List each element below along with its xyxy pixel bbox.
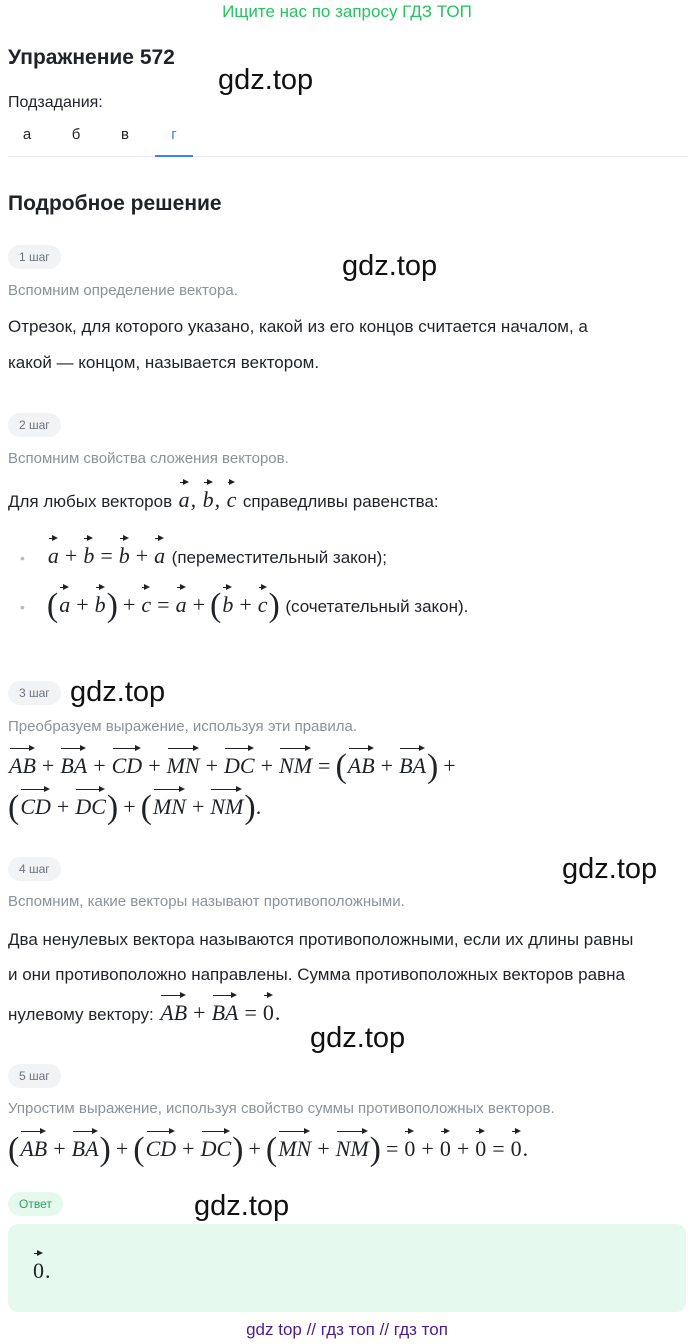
tab-b[interactable]: б [71, 126, 81, 143]
watermark: gdz.top [194, 1190, 290, 1222]
step-5-formula: (AB + BA) + (CD + DC) + (MN + NM) = 0 + 0 + 0 = 0. [8, 1128, 528, 1163]
watermark: gdz.top [310, 1022, 406, 1054]
step-2-text-after: справедливы равенства: [242, 492, 439, 511]
tab-v[interactable]: в [121, 126, 129, 143]
step-4-hint: Вспомним, какие векторы называют противоположными. [8, 893, 405, 910]
step-1-text-line-1: Отрезок, для которого указано, какой из его концов считается началом, а [8, 317, 588, 336]
subtask-tabs [8, 118, 688, 157]
footer-links[interactable]: gdz top // гдз топ // гдз топ [246, 1320, 448, 1339]
solution-title: Подробное решение [8, 192, 222, 215]
step-2-badge: 2 шаг [8, 413, 61, 437]
step-4-text-line-2: и они противоположно направлены. Сумма противоположных векторов равна [8, 965, 625, 984]
step-2-text-before: Для любых векторов [8, 492, 173, 511]
law-associative-label: (сочетательный закон). [285, 597, 469, 616]
step-4-text-tail: нулевому вектору: [8, 1005, 154, 1024]
promo-banner[interactable]: Ищите нас по запросу ГДЗ ТОП [222, 2, 472, 21]
step-3-hint: Преобразуем выражение, используя эти правила. [8, 718, 357, 735]
step-3-badge: 3 шаг [8, 681, 61, 705]
step-2-text: Для любых векторов a, b, c справедливы равенства: [8, 479, 439, 515]
step-4-text-line-1: Два ненулевых вектора называются противоположными, если их длины равны [8, 930, 634, 949]
step-1-text-line-2: какой — концом, называется вектором. [8, 353, 320, 372]
tab-a[interactable]: а [22, 126, 32, 143]
tab-g[interactable]: г [155, 126, 193, 157]
step-3-formula-line-1: AB + BA + CD + MN + DC + NM = (AB + BA) + [8, 745, 461, 780]
answer-badge: Ответ [8, 1192, 63, 1216]
step-2-hint: Вспомним свойства сложения векторов. [8, 450, 289, 467]
step-1-badge: 1 шаг [8, 245, 61, 269]
watermark: gdz.top [70, 676, 166, 708]
watermark: gdz.top [218, 64, 314, 96]
step-5-badge: 5 шаг [8, 1064, 61, 1088]
law-associative: • (a + b) + c = a + (b + c) (сочетательный закон). [20, 584, 468, 620]
step-4-badge: 4 шаг [8, 857, 61, 881]
answer-box [8, 1224, 686, 1312]
step-4-text-line-3: нулевому вектору: AB + BA = 0. [8, 992, 280, 1028]
step-3-formula-line-2: (CD + DC) + (MN + NM). [8, 786, 261, 821]
law-commutative-label: (переместительный закон); [171, 548, 388, 567]
answer-value: 0. [32, 1250, 51, 1284]
step-5-hint: Упростим выражение, используя свойство суммы противоположных векторов. [8, 1100, 555, 1117]
watermark: gdz.top [562, 853, 658, 885]
step-1-hint: Вспомним определение вектора. [8, 282, 238, 299]
watermark: gdz.top [342, 250, 438, 282]
subtasks-label: Подзадания: [8, 94, 103, 111]
law-commutative: • a + b = b + a (переместительный закон); [20, 535, 387, 571]
exercise-title: Упражнение 572 [8, 46, 175, 69]
